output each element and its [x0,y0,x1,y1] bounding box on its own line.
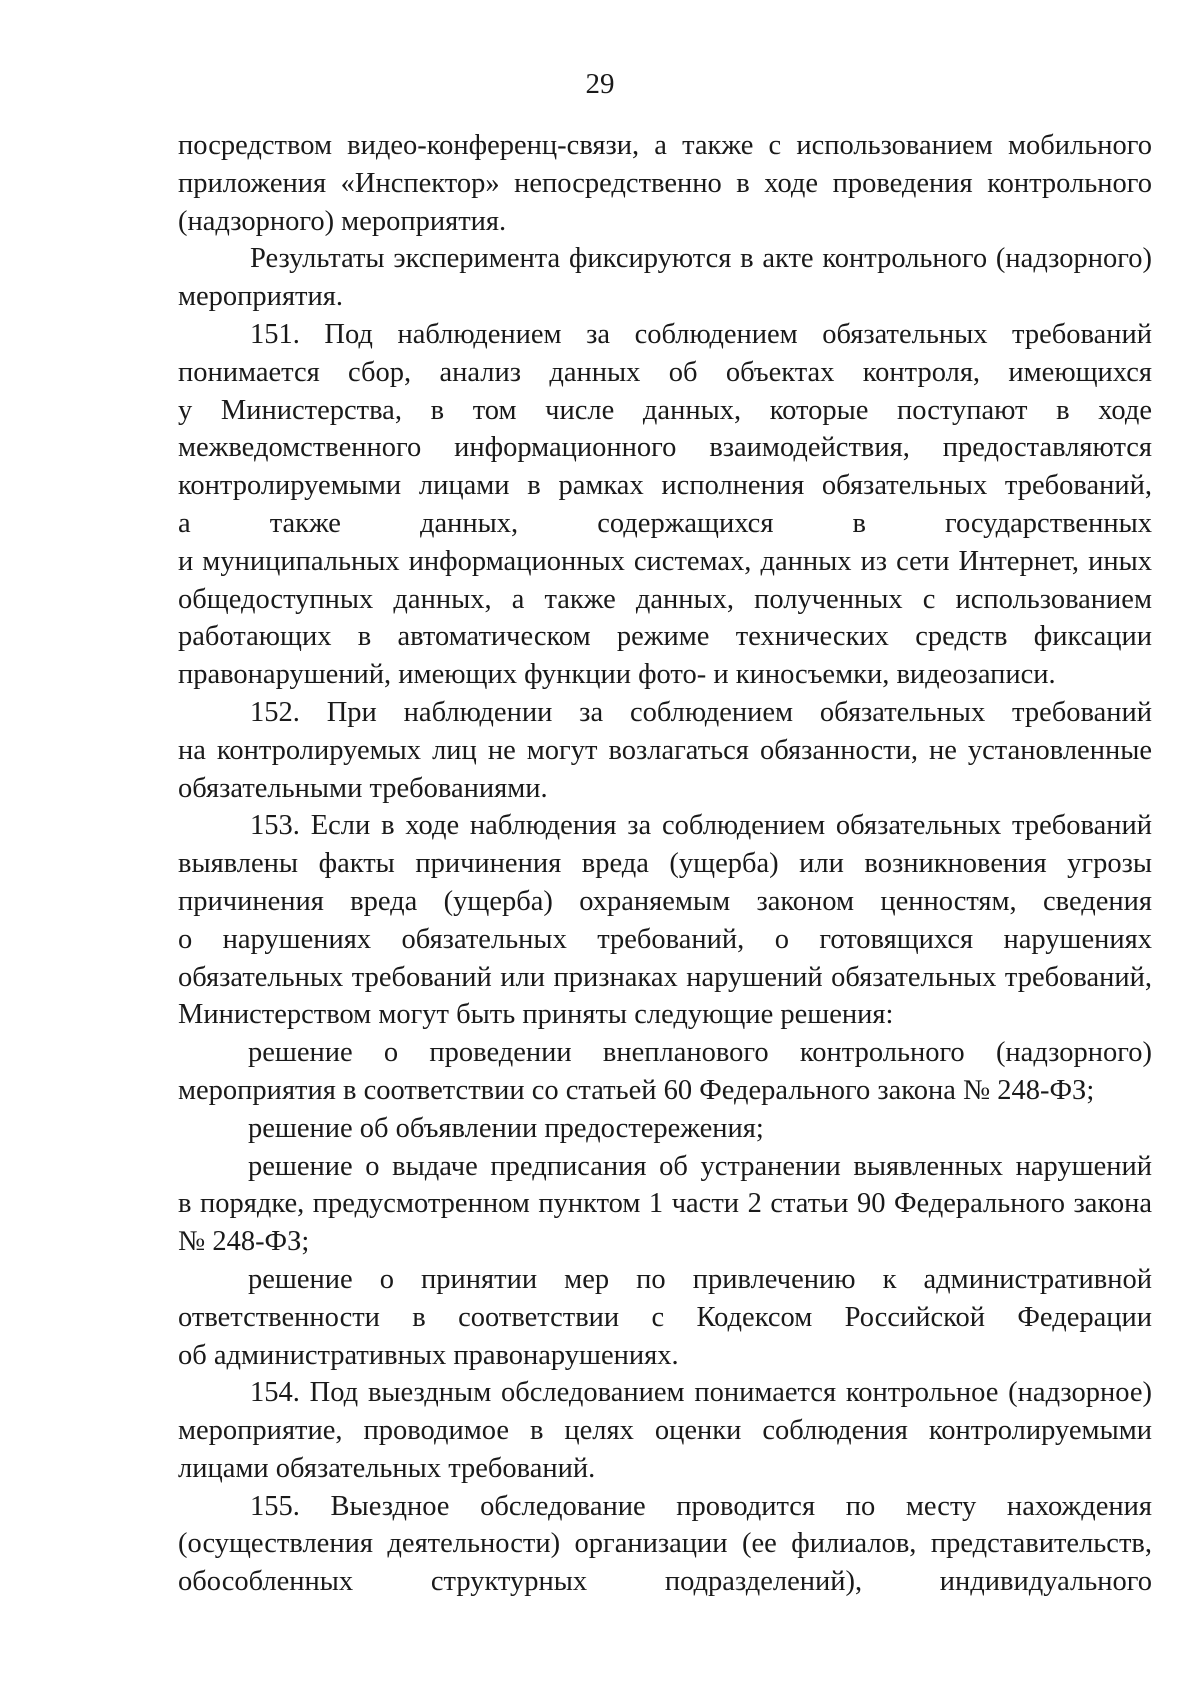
text-line: контролируемыми лицами в рамках исполнения обязательных требований, [178,470,1152,502]
text-line: мероприятия в соответствии со статьей 60 Федерального закона № 248-ФЗ; [178,1074,1095,1106]
text-line: межведомственного информационного взаимодействия, предоставляются [178,432,1152,464]
text-line: мероприятия. [178,281,343,313]
text-line: у Министерства, в том числе данных, которые поступают в ходе [178,394,1152,426]
text-line: приложения «Инспектор» непосредственно в ходе проведения контрольного [178,167,1152,199]
decision-item-start: решение о проведении внепланового контрольного (надзорного) [248,1037,1152,1069]
text-line: обязательными требованиями. [178,772,548,804]
text-line: обязательных требований или признаках нарушений обязательных требований, [178,961,1152,993]
paragraph-154-start: 154. Под выездным обследованием понимается контрольное (надзорное) [250,1377,1152,1409]
text-line: посредством видео-конференц-связи, а также с использованием мобильного [178,130,1152,161]
text-line: лицами обязательных требований. [178,1452,596,1484]
text-line: правонарушений, имеющих функции фото- и киносъемки, видеозаписи. [178,659,1056,691]
text-line: мероприятие, проводимое в целях оценки соблюдения контролируемыми [178,1415,1152,1447]
text-line: работающих в автоматическом режиме технических средств фиксации [178,621,1152,653]
text-line: обособленных структурных подразделений), индивидуального [178,1566,1152,1598]
text-line: понимается сбор, анализ данных об объектах контроля, имеющихся [178,356,1152,388]
text-line: о нарушениях обязательных требований, о готовящихся нарушениях [178,923,1152,955]
page-number: 29 [585,68,615,100]
text-line: и муниципальных информационных системах, данных из сети Интернет, иных [178,545,1152,577]
text-line: Министерством могут быть приняты следующие решения: [178,999,894,1031]
paragraph-155-start: 155. Выездное обследование проводится по месту нахождения [250,1490,1152,1522]
paragraph-152-start: 152. При наблюдении за соблюдением обязательных требований [250,696,1152,728]
text-line: об административных правонарушениях. [178,1339,679,1371]
text-line: на контролируемых лиц не могут возлагаться обязанности, не установленные [178,734,1152,766]
paragraph-151-start: 151. Под наблюдением за соблюдением обязательных требований [250,318,1152,350]
text-line: (осуществления деятельности) организации (ее филиалов, представительств, [178,1528,1152,1560]
text-line: № 248-ФЗ; [178,1226,310,1258]
document-body [178,127,1152,1601]
text-line: в порядке, предусмотренном пунктом 1 части 2 статьи 90 Федерального закона [178,1188,1152,1220]
text-line: (надзорного) мероприятия. [178,205,507,237]
text-line: причинения вреда (ущерба) охраняемым законом ценностям, сведения [178,885,1152,917]
decision-item-start: решение о принятии мер по привлечению к административной [248,1263,1152,1295]
text-line: общедоступных данных, а также данных, полученных с использованием [178,583,1152,615]
text-line: ответственности в соответствии с Кодексом Российской Федерации [178,1301,1152,1333]
text-line: выявлены факты причинения вреда (ущерба) или возникновения угрозы [178,848,1152,880]
paragraph-153-start: 153. Если в ходе наблюдения за соблюдением обязательных требований [250,810,1152,842]
text-line: а также данных, содержащихся в государственных [178,507,1152,539]
decision-item-start: решение о выдаче предписания об устранении выявленных нарушений [248,1150,1152,1182]
paragraph-start-line: Результаты эксперимента фиксируются в акте контрольного (надзорного) [250,243,1152,275]
decision-item-start: решение об объявлении предостережения; [248,1112,764,1144]
